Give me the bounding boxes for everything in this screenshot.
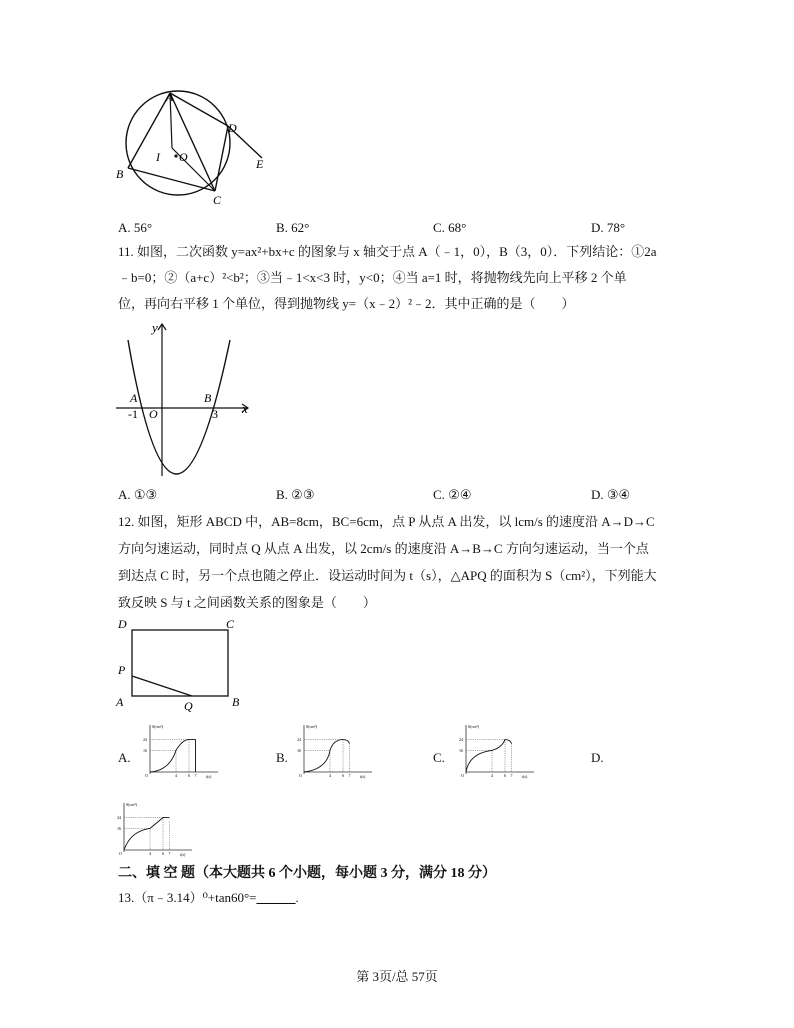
graph-x-tick: 7 — [510, 773, 513, 778]
graph-y-tick: 16 — [459, 747, 463, 753]
q12-graph-d — [114, 800, 194, 860]
q12-line-4: 致反映 S 与 t 之间函数关系的图象是（ ） — [118, 595, 376, 610]
section-2-title: 二、填 空 题（本大题共 6 个小题，每小题 3 分，满分 18 分） — [118, 866, 496, 881]
page-footer: 第 3页/总 57页 — [356, 969, 438, 984]
graph-curve — [304, 740, 350, 772]
q13-text — [118, 890, 299, 906]
q13-end: . — [295, 890, 299, 905]
q12-graph-c — [456, 722, 536, 782]
graph-y-tick: 16 — [297, 747, 301, 753]
q10-label-C: C — [213, 193, 222, 207]
q11-label-x: x — [242, 401, 248, 416]
q11-option-c: C. ②④ — [433, 487, 472, 502]
graph-x-tick: 7 — [168, 851, 171, 856]
q12-label-D: D — [118, 617, 127, 631]
graph-y-tick: 24 — [459, 737, 463, 743]
q10-option-d: D. 78° — [591, 220, 626, 235]
q12-label-P: P — [118, 663, 126, 677]
q12-label-B: B — [232, 695, 240, 709]
graph-x-tick: 6 — [342, 773, 344, 778]
q11-label-y: y — [152, 320, 158, 335]
graph-x-tick: 7 — [194, 773, 197, 778]
graph-x-tick: 4 — [491, 773, 493, 778]
graph-x-tick: 4 — [149, 851, 151, 856]
graph-y-tick: 24 — [117, 815, 121, 821]
graph-x-tick: 4 — [329, 773, 331, 778]
q12-label-Q: Q — [184, 699, 193, 713]
q12-option-c-label: C. — [433, 750, 445, 765]
q12-line-1: 12. 如图，矩形 ABCD 中，AB=8cm，BC=6cm，点 P 从点 A 出发，以 lcm/s 的速度沿 A→D→C — [118, 514, 655, 529]
q10-label-A: A — [166, 90, 174, 104]
q12-line-3: 到达点 C 时，另一个点也随之停止．设运动时间为 t（s），△APQ 的面积为 S（cm²），下列能大 — [118, 568, 657, 583]
q11-label-minus1: -1 — [128, 407, 138, 421]
graph-xlabel: t(s) — [522, 774, 528, 779]
graph-ylabel: S(cm²) — [152, 724, 163, 729]
graph-ylabel: S(cm²) — [126, 802, 137, 807]
q12-label-A: A — [116, 695, 124, 709]
q10-circle-figure — [110, 88, 280, 210]
q11-label-O: O — [149, 407, 158, 421]
graph-ylabel: S(cm²) — [468, 724, 479, 729]
q11-option-d: D. ③④ — [591, 487, 631, 502]
graph-origin: O — [145, 773, 148, 778]
graph-origin: O — [119, 851, 122, 856]
q10-option-b: B. 62° — [276, 220, 310, 235]
graph-x-tick: 6 — [162, 851, 164, 856]
graph-xlabel: t(s) — [360, 774, 366, 779]
q10-label-O: O — [179, 150, 188, 164]
graph-ylabel: S(cm²) — [306, 724, 317, 729]
q12-option-b-label: B. — [276, 750, 288, 765]
q11-parabola-figure — [112, 318, 257, 480]
q11-label-A: A — [130, 391, 138, 405]
q10-option-c: C. 68° — [433, 220, 467, 235]
graph-curve — [150, 740, 196, 772]
graph-origin: O — [461, 773, 464, 778]
q12-line-2: 方向匀速运动，同时点 Q 从点 A 出发，以 2cm/s 的速度沿 A→B→C 方向匀速运动，当一个点 — [118, 541, 649, 556]
q12-graph-b — [294, 722, 374, 782]
q10-option-a: A. 56° — [118, 220, 153, 235]
q13-expression: 13.（π﹣3.14）⁰+tan60°= — [118, 890, 257, 905]
q10-label-I: I — [156, 150, 160, 164]
q12-option-d-label: D. — [591, 750, 604, 765]
graph-x-tick: 7 — [348, 773, 351, 778]
q11-line-3: 位，再向右平移 1 个单位，得到抛物线 y=（x﹣2）²﹣2．其中正确的是（ ） — [118, 296, 575, 311]
q11-label-B: B — [204, 391, 212, 405]
graph-xlabel: t(s) — [206, 774, 212, 779]
q10-label-E: E — [256, 157, 264, 171]
q11-option-a: A. ①③ — [118, 487, 158, 502]
graph-xlabel: t(s) — [180, 852, 186, 857]
q11-line-1: 11. 如图，二次函数 y=ax²+bx+c 的图象与 x 轴交于点 A（﹣1，0），B（3，0）．下列结论：①2a — [118, 244, 657, 259]
q11-option-b: B. ②③ — [276, 487, 315, 502]
q10-label-D: D — [228, 121, 237, 135]
graph-y-tick: 16 — [117, 825, 121, 831]
q11-line-2: ﹣b=0；②（a+c）²<b²；③当﹣1<x<3 时，y<0；④当 a=1 时，将抛物线先向上平移 2 个单 — [118, 270, 627, 285]
graph-y-tick: 24 — [143, 737, 147, 743]
graph-x-tick: 6 — [188, 773, 190, 778]
graph-x-tick: 4 — [175, 773, 177, 778]
q10-label-B: B — [116, 167, 124, 181]
q11-label-3: 3 — [212, 407, 218, 421]
graph-x-tick: 6 — [504, 773, 506, 778]
graph-curve — [466, 740, 512, 772]
graph-origin: O — [299, 773, 302, 778]
graph-y-tick: 24 — [297, 737, 301, 743]
q12-graph-a — [140, 722, 220, 782]
graph-curve — [124, 818, 170, 850]
q12-option-a-label: A. — [118, 750, 131, 765]
q12-rectangle-figure — [112, 614, 252, 714]
q12-label-C: C — [226, 617, 235, 631]
q13-blank: ______ — [256, 890, 296, 905]
graph-y-tick: 16 — [143, 747, 147, 753]
